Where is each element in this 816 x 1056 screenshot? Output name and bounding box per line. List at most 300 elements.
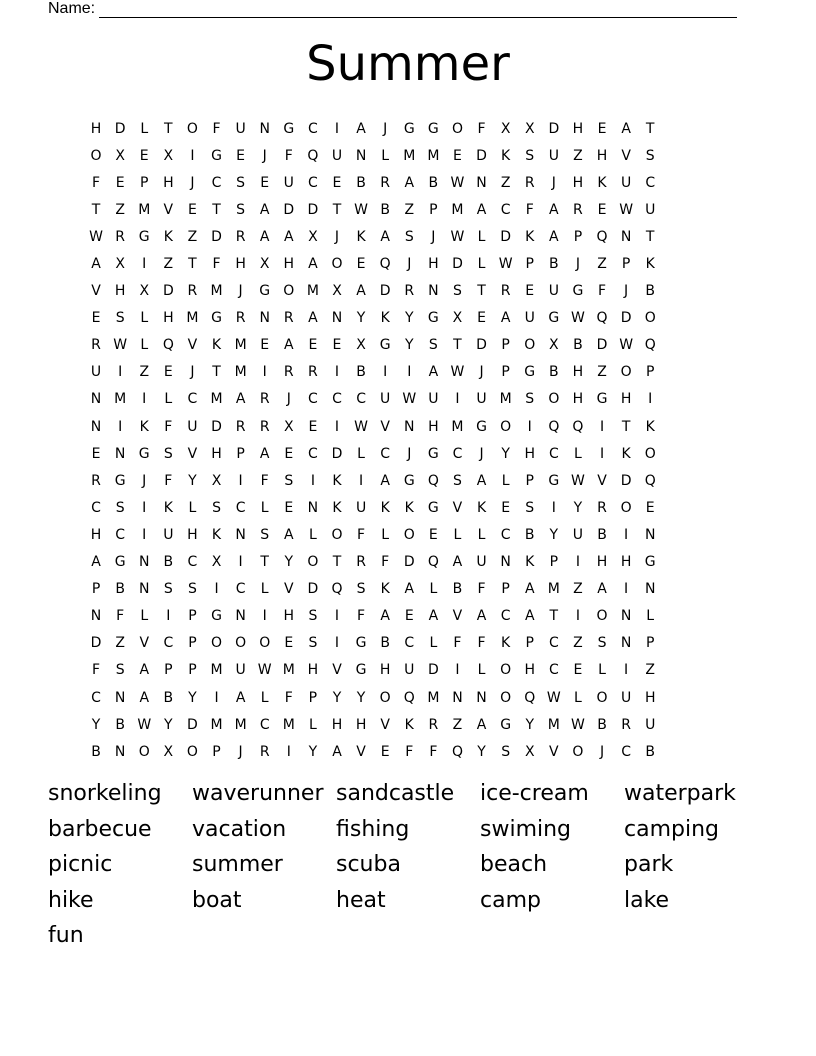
grid-letter: I xyxy=(551,499,556,516)
grid-letter: G xyxy=(476,418,487,435)
grid-letter: H xyxy=(90,526,102,543)
grid-row xyxy=(84,196,662,223)
grid-letter: S xyxy=(453,472,462,489)
grid-letter: X xyxy=(332,283,342,300)
grid-letter: K xyxy=(621,445,631,462)
grid-letter: C xyxy=(645,174,656,191)
word-bank-item: vacation xyxy=(192,816,287,842)
grid-letter: D xyxy=(427,662,439,679)
grid-letter: O xyxy=(331,256,343,273)
grid-letter: W xyxy=(571,310,585,327)
grid-row xyxy=(84,440,662,467)
grid-letter: A xyxy=(476,608,487,625)
grid-letter: N xyxy=(138,581,150,598)
grid-letter: F xyxy=(284,147,293,164)
grid-letter: S xyxy=(645,147,655,164)
grid-letter: J xyxy=(599,743,605,760)
grid-letter: K xyxy=(380,499,390,516)
grid-row xyxy=(84,142,662,169)
word-bank-item: camp xyxy=(480,887,541,913)
grid-letter: L xyxy=(164,391,173,408)
grid-letter: J xyxy=(407,256,412,273)
grid-letter: Z xyxy=(115,635,125,652)
grid-row xyxy=(84,521,662,548)
grid-letter: A xyxy=(259,445,270,462)
grid-letter: G xyxy=(427,445,439,462)
grid-letter: N xyxy=(90,418,102,435)
grid-letter: T xyxy=(212,201,221,218)
grid-letter: A xyxy=(621,120,631,137)
grid-letter: I xyxy=(624,581,629,598)
grid-letter: L xyxy=(574,445,582,462)
grid-letter: Z xyxy=(573,581,583,598)
grid-letter: G xyxy=(596,391,608,408)
grid-letter: I xyxy=(238,554,243,571)
grid-letter: Y xyxy=(356,310,366,327)
grid-letter: K xyxy=(404,716,414,733)
grid-letter: Q xyxy=(427,472,439,489)
grid-letter: Q xyxy=(596,310,608,327)
grid-letter: P xyxy=(308,689,318,706)
grid-letter: R xyxy=(115,228,125,245)
grid-letter: C xyxy=(235,581,246,598)
grid-letter: U xyxy=(283,174,294,191)
word-bank-item: park xyxy=(624,852,674,877)
grid-letter: I xyxy=(599,445,605,462)
grid-letter: Q xyxy=(379,256,391,273)
grid-letter: K xyxy=(163,499,173,516)
grid-row xyxy=(84,630,662,657)
grid-letter: F xyxy=(164,418,173,435)
grid-letter: T xyxy=(621,418,631,435)
grid-letter: H xyxy=(428,256,439,273)
grid-letter: G xyxy=(572,283,584,300)
grid-letter: M xyxy=(403,147,416,164)
word-bank-item: waterpark xyxy=(624,781,736,806)
grid-letter: F xyxy=(405,743,414,760)
grid-letter: W xyxy=(89,228,103,245)
grid-letter: I xyxy=(599,418,605,435)
grid-letter: D xyxy=(162,283,174,300)
grid-letter: A xyxy=(91,256,101,273)
grid-letter: U xyxy=(476,554,487,571)
grid-letter: P xyxy=(525,635,534,652)
grid-letter: N xyxy=(114,445,126,462)
grid-letter: X xyxy=(500,120,511,137)
grid-letter: E xyxy=(404,608,414,625)
grid-letter: Q xyxy=(331,581,343,598)
grid-letter: O xyxy=(644,310,656,327)
grid-letter: V xyxy=(380,716,390,733)
grid-letter: F xyxy=(525,201,534,218)
word-bank-item: swiming xyxy=(480,816,572,842)
grid-letter: S xyxy=(115,662,125,679)
grid-letter: E xyxy=(645,499,655,516)
grid-letter: V xyxy=(187,337,198,354)
grid-letter: B xyxy=(428,174,439,191)
grid-letter: A xyxy=(549,201,559,218)
grid-letter: M xyxy=(547,581,560,598)
grid-letter: O xyxy=(620,499,632,516)
grid-letter: N xyxy=(90,391,102,408)
grid-letter: R xyxy=(428,716,439,733)
grid-row xyxy=(84,467,662,494)
grid-letter: Z xyxy=(139,364,150,381)
grid-letter: L xyxy=(501,472,510,489)
grid-letter: V xyxy=(91,283,101,300)
grid-letter: Y xyxy=(284,554,294,571)
grid-letter: H xyxy=(644,689,656,706)
grid-letter: A xyxy=(428,364,439,381)
grid-letter: B xyxy=(645,743,655,760)
grid-row xyxy=(84,684,662,711)
grid-letter: C xyxy=(404,635,415,652)
grid-letter: K xyxy=(501,147,511,164)
grid-letter: O xyxy=(331,526,343,543)
grid-letter: K xyxy=(356,228,366,245)
grid-letter: D xyxy=(596,337,608,354)
grid-letter: Z xyxy=(597,364,607,381)
grid-letter: I xyxy=(334,364,340,381)
grid-letter: A xyxy=(524,608,535,625)
grid-letter: J xyxy=(262,147,267,164)
grid-letter: H xyxy=(187,526,198,543)
grid-letter: X xyxy=(211,554,222,571)
grid-row xyxy=(84,603,662,630)
grid-letter: N xyxy=(355,147,367,164)
grid-letter: H xyxy=(283,608,295,625)
grid-letter: E xyxy=(453,147,462,164)
grid-letter: N xyxy=(114,743,126,760)
grid-letter: I xyxy=(262,608,267,625)
grid-letter: K xyxy=(332,499,342,516)
grid-letter: T xyxy=(332,554,342,571)
grid-letter: B xyxy=(163,554,174,571)
grid-letter: I xyxy=(142,499,147,516)
grid-letter: V xyxy=(356,743,366,760)
grid-letter: Q xyxy=(162,337,174,354)
grid-letter: D xyxy=(187,716,198,733)
grid-letter: U xyxy=(235,120,246,137)
grid-letter: N xyxy=(620,608,632,625)
grid-letter: U xyxy=(380,391,391,408)
grid-letter: M xyxy=(234,337,247,354)
grid-letter: G xyxy=(138,445,150,462)
grid-letter: A xyxy=(308,310,318,327)
grid-letter: N xyxy=(331,310,343,327)
grid-letter: O xyxy=(620,364,632,381)
grid-letter: B xyxy=(573,337,583,354)
grid-letter: W xyxy=(113,337,128,354)
grid-letter: S xyxy=(115,310,125,327)
grid-letter: G xyxy=(114,554,126,571)
grid-letter: N xyxy=(644,581,656,598)
grid-letter: G xyxy=(427,310,439,327)
grid-letter: B xyxy=(380,201,390,218)
grid-letter: H xyxy=(572,120,584,137)
grid-letter: O xyxy=(186,120,198,137)
grid-letter: B xyxy=(115,581,125,598)
grid-letter: X xyxy=(115,147,125,164)
grid-row xyxy=(84,169,662,196)
grid-letter: C xyxy=(380,445,391,462)
grid-letter: H xyxy=(428,418,439,435)
grid-letter: G xyxy=(548,472,560,489)
grid-letter: K xyxy=(645,256,655,273)
grid-letter: P xyxy=(525,472,534,489)
grid-letter: S xyxy=(163,445,173,462)
grid-letter: S xyxy=(187,581,197,598)
grid-letter: Q xyxy=(572,418,584,435)
word-bank-item: beach xyxy=(480,852,548,877)
grid-letter: P xyxy=(429,201,438,218)
grid-letter: F xyxy=(477,120,486,137)
grid-letter: I xyxy=(455,662,460,679)
grid-letter: B xyxy=(597,716,607,733)
grid-letter: D xyxy=(476,337,487,354)
grid-letter: E xyxy=(284,499,294,516)
grid-letter: S xyxy=(356,581,366,598)
grid-letter: Z xyxy=(500,174,511,191)
grid-letter: J xyxy=(407,445,412,462)
grid-letter: H xyxy=(620,391,632,408)
grid-letter: O xyxy=(500,689,512,706)
grid-letter: R xyxy=(524,174,535,191)
grid-letter: O xyxy=(186,743,198,760)
grid-letter: B xyxy=(645,283,655,300)
grid-letter: A xyxy=(284,228,294,245)
grid-letter: Q xyxy=(596,228,608,245)
grid-letter: C xyxy=(500,608,511,625)
grid-letter: K xyxy=(211,526,222,543)
grid-letter: C xyxy=(548,445,559,462)
grid-letter: S xyxy=(525,391,535,408)
grid-letter: G xyxy=(644,554,656,571)
grid-letter: E xyxy=(597,120,607,137)
grid-letter: E xyxy=(284,635,294,652)
grid-letter: P xyxy=(501,364,510,381)
grid-letter: O xyxy=(596,608,608,625)
grid-letter: M xyxy=(282,716,295,733)
grid-letter: J xyxy=(238,283,243,300)
grid-letter: N xyxy=(307,499,319,516)
grid-letter: H xyxy=(524,445,535,462)
grid-letter: I xyxy=(142,526,147,543)
grid-row xyxy=(84,305,662,332)
grid-letter: L xyxy=(574,689,582,706)
grid-row xyxy=(84,549,662,576)
grid-letter: A xyxy=(476,716,487,733)
grid-letter: M xyxy=(138,201,151,218)
grid-letter: I xyxy=(648,391,653,408)
grid-letter: K xyxy=(597,174,607,191)
grid-letter: L xyxy=(260,581,269,598)
grid-letter: O xyxy=(90,147,102,164)
grid-letter: F xyxy=(357,608,366,625)
grid-letter: Q xyxy=(427,554,439,571)
grid-letter: R xyxy=(404,283,415,300)
grid-letter: X xyxy=(284,418,294,435)
grid-letter: W xyxy=(498,256,513,273)
grid-letter: V xyxy=(452,499,463,516)
grid-letter: Y xyxy=(308,743,318,760)
grid-letter: F xyxy=(212,120,221,137)
grid-row xyxy=(84,223,662,250)
grid-letter: W xyxy=(619,201,634,218)
grid-letter: O xyxy=(451,120,463,137)
grid-letter: L xyxy=(453,526,462,543)
grid-letter: H xyxy=(524,662,535,679)
grid-letter: T xyxy=(164,120,173,137)
grid-letter: W xyxy=(402,391,417,408)
grid-letter: P xyxy=(525,256,534,273)
grid-letter: Q xyxy=(451,743,463,760)
grid-letter: C xyxy=(621,743,631,760)
grid-letter: L xyxy=(140,120,149,137)
grid-letter: S xyxy=(525,499,535,516)
grid-letter: C xyxy=(548,635,559,652)
letter-grid xyxy=(84,115,662,765)
grid-letter: G xyxy=(403,472,415,489)
grid-letter: A xyxy=(235,689,246,706)
grid-letter: I xyxy=(334,418,340,435)
grid-letter: I xyxy=(262,364,267,381)
grid-letter: G xyxy=(355,635,367,652)
grid-letter: Y xyxy=(188,689,197,706)
grid-letter: M xyxy=(451,418,464,435)
grid-letter: R xyxy=(187,283,198,300)
grid-letter: C xyxy=(308,174,318,191)
grid-letter: X xyxy=(163,743,174,760)
grid-letter: D xyxy=(211,418,222,435)
grid-letter: I xyxy=(286,743,291,760)
grid-letter: K xyxy=(163,228,173,245)
grid-letter: D xyxy=(403,554,415,571)
grid-letter: N xyxy=(428,283,439,300)
grid-letter: X xyxy=(259,256,270,273)
grid-letter: A xyxy=(597,581,607,598)
grid-letter: H xyxy=(114,283,126,300)
grid-letter: O xyxy=(644,445,656,462)
grid-letter: R xyxy=(235,310,246,327)
grid-letter: R xyxy=(259,391,270,408)
grid-letter: O xyxy=(283,283,295,300)
grid-letter: H xyxy=(572,364,584,381)
grid-letter: D xyxy=(307,581,319,598)
grid-letter: W xyxy=(571,472,585,489)
grid-letter: L xyxy=(308,716,317,733)
grid-letter: T xyxy=(645,120,655,137)
word-bank-item: fun xyxy=(48,923,84,948)
grid-letter: S xyxy=(212,499,221,516)
grid-letter: O xyxy=(138,743,150,760)
grid-letter: M xyxy=(499,391,512,408)
grid-letter: N xyxy=(476,689,487,706)
grid-letter: X xyxy=(524,120,535,137)
grid-letter: H xyxy=(596,147,608,164)
grid-letter: B xyxy=(549,256,559,273)
grid-letter: W xyxy=(354,201,368,218)
grid-letter: E xyxy=(477,310,486,327)
grid-row xyxy=(84,115,662,142)
grid-letter: H xyxy=(572,391,584,408)
word-bank-item: lake xyxy=(624,887,670,913)
grid-letter: Y xyxy=(573,499,583,516)
grid-letter: D xyxy=(476,147,487,164)
grid-letter: H xyxy=(379,662,391,679)
grid-letter: Z xyxy=(404,201,415,218)
grid-letter: P xyxy=(621,256,631,273)
grid-letter: I xyxy=(214,581,219,598)
grid-letter: M xyxy=(234,364,247,381)
grid-letter: P xyxy=(140,174,149,191)
word-bank-item: hike xyxy=(48,887,94,913)
word-bank-item: picnic xyxy=(48,852,113,877)
grid-letter: F xyxy=(477,635,486,652)
grid-letter: K xyxy=(525,228,535,245)
grid-letter: L xyxy=(477,662,486,679)
grid-letter: P xyxy=(645,364,655,381)
grid-letter: O xyxy=(500,418,512,435)
grid-letter: T xyxy=(477,283,486,300)
grid-letter: A xyxy=(259,228,270,245)
grid-letter: R xyxy=(621,716,631,733)
grid-letter: L xyxy=(308,526,317,543)
grid-letter: U xyxy=(355,499,367,516)
grid-letter: P xyxy=(188,662,197,679)
grid-letter: G xyxy=(211,310,222,327)
grid-letter: B xyxy=(91,743,101,760)
grid-letter: V xyxy=(332,662,342,679)
grid-letter: N xyxy=(452,689,463,706)
grid-letter: L xyxy=(477,256,486,273)
grid-letter: O xyxy=(524,337,536,354)
grid-letter: A xyxy=(404,174,415,191)
grid-letter: J xyxy=(286,391,291,408)
grid-letter: L xyxy=(646,608,655,625)
grid-letter: Z xyxy=(163,256,174,273)
name-field-row xyxy=(48,0,737,18)
grid-letter: Z xyxy=(452,716,463,733)
grid-letter: F xyxy=(284,689,293,706)
grid-letter: H xyxy=(283,256,295,273)
grid-letter: O xyxy=(500,662,512,679)
grid-letter: K xyxy=(139,418,149,435)
name-label: Name: xyxy=(48,0,96,17)
grid-letter: N xyxy=(620,228,632,245)
grid-letter: P xyxy=(645,635,655,652)
grid-letter: G xyxy=(500,716,512,733)
grid-letter: E xyxy=(332,337,342,354)
grid-letter: E xyxy=(260,174,270,191)
grid-letter: S xyxy=(501,743,511,760)
grid-letter: U xyxy=(620,174,632,191)
grid-letter: D xyxy=(620,472,632,489)
grid-letter: T xyxy=(453,337,462,354)
grid-letter: S xyxy=(404,228,414,245)
grid-letter: R xyxy=(91,472,101,489)
grid-letter: S xyxy=(308,608,318,625)
grid-letter: M xyxy=(427,689,440,706)
grid-letter: C xyxy=(332,391,342,408)
grid-row xyxy=(84,576,662,603)
grid-letter: P xyxy=(501,581,510,598)
grid-letter: G xyxy=(114,472,126,489)
grid-letter: U xyxy=(572,526,584,543)
word-bank-item: fishing xyxy=(336,816,410,842)
grid-letter: U xyxy=(620,689,632,706)
grid-letter: S xyxy=(597,635,607,652)
